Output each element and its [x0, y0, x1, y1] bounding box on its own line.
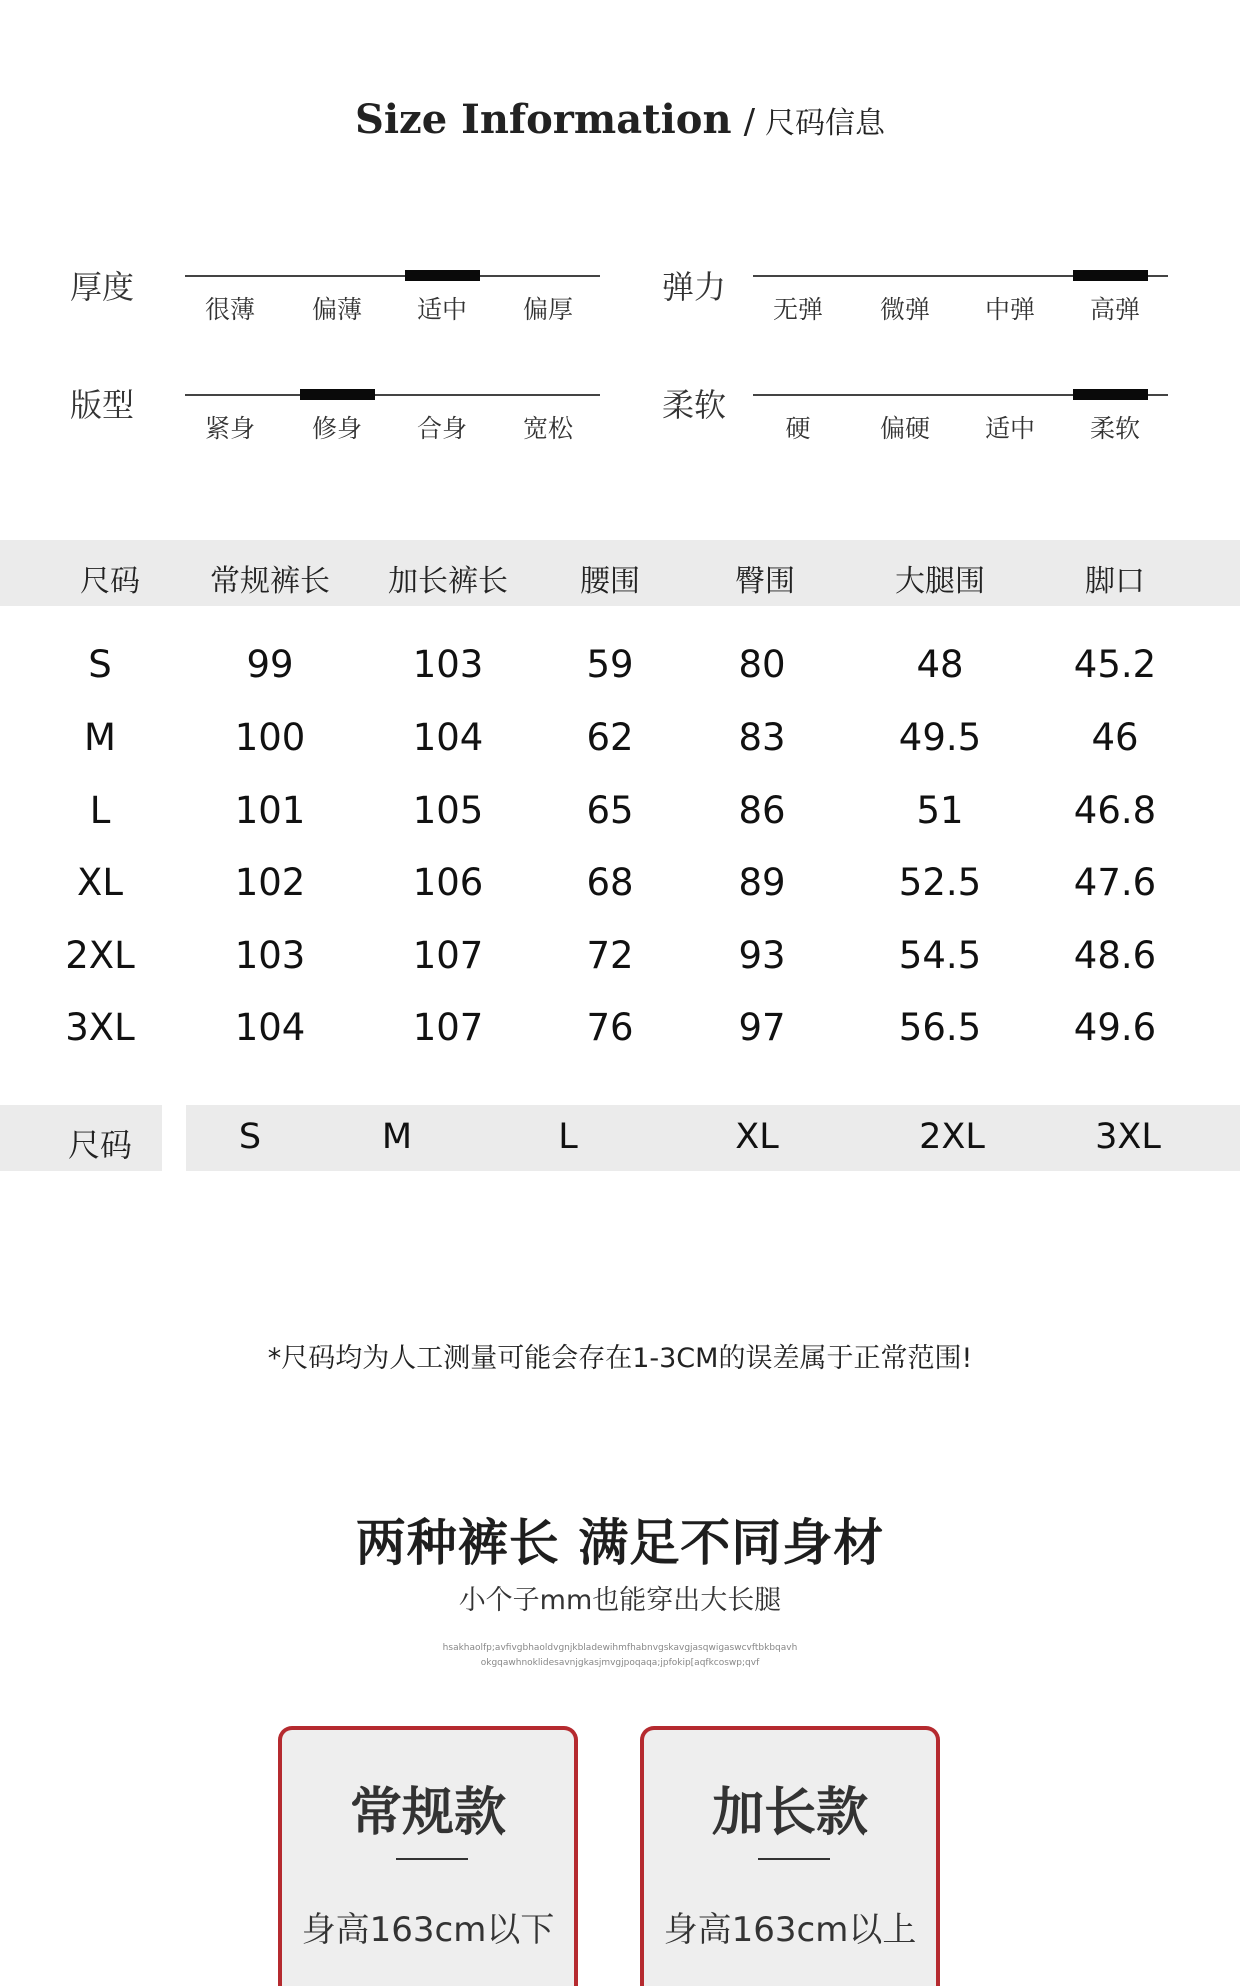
- attribute-selected-marker: [1073, 389, 1148, 400]
- table-cell: 106: [412, 861, 484, 904]
- title-separator: /: [743, 102, 756, 142]
- table-header-cell: 大腿围: [895, 564, 985, 599]
- decorative-text-line: hsakhaolfp;avfivgbhaoldvgnjkbladewihmfhabnvgskavgjasqwigaswcvftbkbqavh: [442, 1643, 798, 1653]
- table-cell: 103: [412, 643, 484, 686]
- attribute-option: 偏厚: [522, 295, 573, 324]
- card-title: 常规款: [349, 1783, 506, 1843]
- title-english: Size Information: [354, 96, 732, 143]
- table-cell: 46.8: [1073, 789, 1157, 832]
- table-cell: 105: [412, 789, 484, 832]
- decorative-text-line: okgqawhnoklidesavnjgkasjmvgjpoqaqa;jpfokip[aqfkcoswp;qvf: [480, 1658, 760, 1668]
- page-title: [0, 96, 1240, 143]
- table-cell: 59: [586, 643, 634, 686]
- table-cell: 89: [738, 861, 786, 904]
- attribute-scale-line: [185, 394, 600, 396]
- attribute-scale-line: [185, 275, 600, 277]
- table-cell: 68: [586, 861, 634, 904]
- table-cell: 102: [234, 861, 306, 904]
- table-cell: XL: [77, 861, 123, 904]
- attribute-selected-marker: [405, 270, 480, 281]
- table-cell: M: [84, 716, 116, 759]
- table-cell: 49.6: [1073, 1006, 1157, 1049]
- table-cell: 48: [916, 643, 964, 686]
- attribute-label: 柔软: [662, 386, 727, 424]
- promo-subtitle: 小个子mm也能穿出大长腿: [458, 1585, 782, 1616]
- attribute-option: 修身: [311, 414, 362, 443]
- size-bar-item: 2XL: [919, 1117, 985, 1157]
- table-cell: 2XL: [65, 934, 135, 977]
- attribute-option: 中弹: [984, 295, 1035, 324]
- table-cell: 48.6: [1073, 934, 1157, 977]
- table-cell: 49.5: [898, 716, 982, 759]
- attribute-option: 偏薄: [311, 295, 362, 324]
- table-cell: 3XL: [65, 1006, 135, 1049]
- table-cell: S: [88, 643, 112, 686]
- attribute-option: 宽松: [522, 414, 573, 443]
- table-cell: 107: [412, 934, 484, 977]
- card-regular: [278, 1726, 578, 1986]
- table-cell: 62: [586, 716, 634, 759]
- attribute-option: 柔软: [1089, 414, 1140, 443]
- table-cell: 52.5: [898, 861, 982, 904]
- table-cell: 83: [738, 716, 786, 759]
- card-note: 身高163cm以上: [663, 1910, 917, 1950]
- card-title: 加长款: [711, 1783, 868, 1843]
- attribute-option: 硬: [785, 414, 811, 443]
- title-chinese: 尺码信息: [765, 106, 886, 141]
- attribute-selected-marker: [1073, 270, 1148, 281]
- attribute-label: 版型: [70, 386, 135, 424]
- table-cell: L: [89, 789, 111, 832]
- table-cell: 72: [586, 934, 634, 977]
- card-note: 身高163cm以下: [301, 1910, 555, 1950]
- size-bar-label: 尺码: [67, 1126, 132, 1164]
- card-divider: [396, 1858, 468, 1860]
- attribute-option: 偏硬: [879, 414, 930, 443]
- promo-title: 两种裤长 满足不同身材: [355, 1514, 885, 1572]
- table-cell: 80: [738, 643, 786, 686]
- attribute-option: 无弹: [772, 295, 823, 324]
- size-bar-item: M: [381, 1117, 413, 1157]
- table-cell: 100: [234, 716, 306, 759]
- table-cell: 104: [412, 716, 484, 759]
- attribute-label: 厚度: [70, 268, 135, 306]
- attribute-option: 微弹: [879, 295, 930, 324]
- attribute-option: 很薄: [204, 295, 255, 324]
- table-cell: 76: [586, 1006, 634, 1049]
- measurement-note: *尺码均为人工测量可能会存在1-3CM的误差属于正常范围!: [267, 1343, 973, 1374]
- table-cell: 93: [738, 934, 786, 977]
- table-cell: 103: [234, 934, 306, 977]
- table-cell: 46: [1091, 716, 1139, 759]
- table-header-cell: 臀围: [735, 564, 795, 599]
- table-cell: 107: [412, 1006, 484, 1049]
- size-bar-item: XL: [735, 1117, 779, 1157]
- attribute-option: 高弹: [1089, 295, 1140, 324]
- table-cell: 104: [234, 1006, 306, 1049]
- attribute-label: 弹力: [662, 268, 727, 306]
- table-cell: 51: [916, 789, 964, 832]
- attribute-option: 合身: [416, 414, 467, 443]
- attribute-selected-marker: [300, 389, 375, 400]
- table-header-cell: 腰围: [580, 564, 640, 599]
- table-cell: 54.5: [898, 934, 982, 977]
- table-cell: 65: [586, 789, 634, 832]
- size-bar-item: 3XL: [1095, 1117, 1161, 1157]
- table-cell: 86: [738, 789, 786, 832]
- table-header-cell: 脚口: [1085, 564, 1145, 599]
- table-cell: 47.6: [1073, 861, 1157, 904]
- attribute-option: 适中: [984, 414, 1035, 443]
- table-header-cell: 尺码: [80, 564, 140, 599]
- table-header-cell: 加长裤长: [388, 564, 508, 599]
- card-lengthened: [640, 1726, 940, 1986]
- attribute-option: 适中: [416, 295, 467, 324]
- table-cell: 97: [738, 1006, 786, 1049]
- size-bar-item: L: [558, 1117, 578, 1157]
- table-cell: 56.5: [898, 1006, 982, 1049]
- table-cell: 45.2: [1073, 643, 1157, 686]
- table-header-cell: 常规裤长: [210, 564, 330, 599]
- card-divider: [758, 1858, 830, 1860]
- attribute-option: 紧身: [204, 414, 255, 443]
- table-cell: 99: [246, 643, 294, 686]
- table-cell: 101: [234, 789, 306, 832]
- size-bar-item: S: [238, 1117, 262, 1157]
